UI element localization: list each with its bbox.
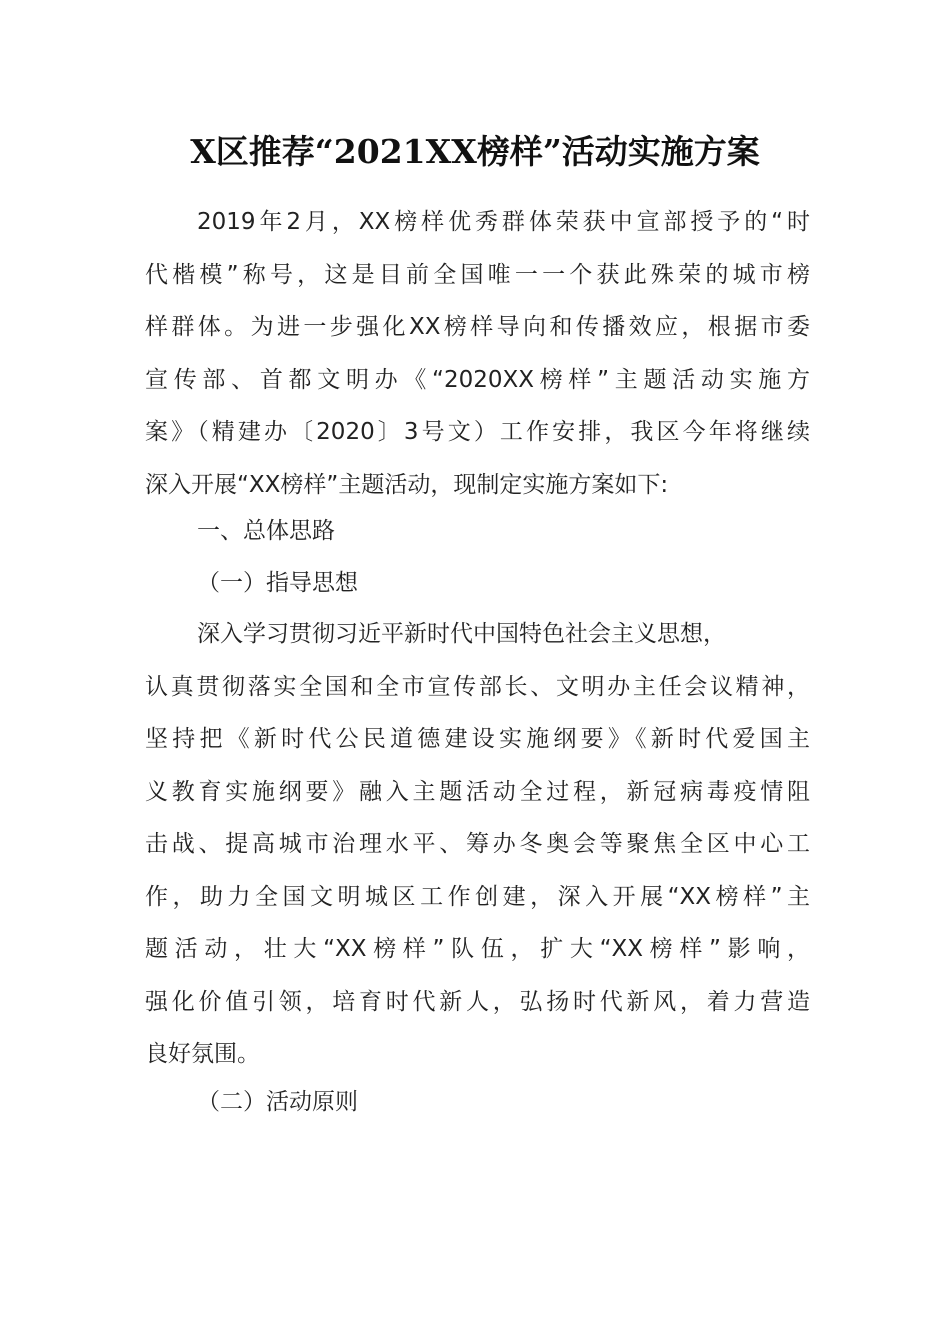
intro-paragraph (145, 196, 810, 511)
guiding-paragraph (145, 608, 810, 1081)
guiding-line: 认真贯彻落实全国和全市宣传部长、文明办主任会议精神， (145, 673, 810, 700)
intro-line: 代楷模”称号，这是目前全国唯一一个获此殊荣的城市榜 (145, 261, 810, 288)
section-heading-overall-approach: 一、总体思路 (197, 518, 335, 544)
subsection-heading-activity-principles: （二）活动原则 (197, 1089, 358, 1115)
guiding-line: 良好氛围。 (145, 1041, 260, 1067)
intro-line: 2019年2月，XX榜样优秀群体荣获中宣部授予的“时 (197, 209, 810, 235)
guiding-line: 深入学习贯彻习近平新时代中国特色社会主义思想， (197, 621, 726, 647)
guiding-line: 坚持把《新时代公民道德建设实施纲要》《新时代爱国主 (145, 726, 810, 752)
guiding-line: 作，助力全国文明城区工作创建，深入开展“XX榜样”主 (145, 883, 810, 910)
guiding-line: 击战、提高城市治理水平、筹办冬奥会等聚焦全区中心工 (145, 831, 810, 857)
intro-line: 宣传部、首都文明办《“2020XX榜样”主题活动实施方 (145, 366, 810, 393)
guiding-line: 强化价值引领，培育时代新人，弘扬时代新风，着力营造 (145, 988, 810, 1015)
intro-line: 深入开展“XX榜样”主题活动，现制定实施方案如下: (145, 471, 669, 498)
guiding-line: 题活动，壮大“XX榜样”队伍，扩大“XX榜样”影响， (145, 936, 810, 962)
guiding-line: 义教育实施纲要》融入主题活动全过程，新冠病毒疫情阻 (145, 778, 810, 805)
intro-line: 案》（精建办〔2020〕3号文）工作安排，我区今年将继续 (145, 419, 810, 445)
document-title: X区推荐“2021XX榜样”活动实施方案 (190, 132, 760, 171)
subsection-heading-guiding-ideology: （一）指导思想 (197, 570, 358, 596)
intro-line: 样群体。为进一步强化XX榜样导向和传播效应，根据市委 (145, 314, 810, 340)
